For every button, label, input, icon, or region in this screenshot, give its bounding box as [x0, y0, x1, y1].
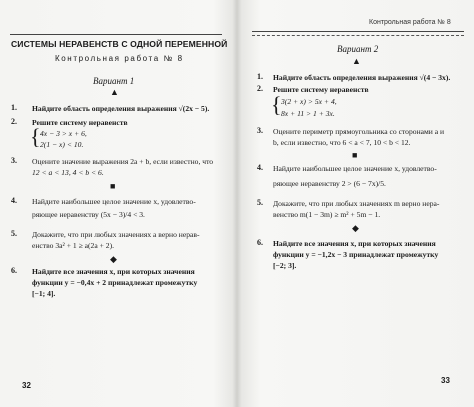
page-number: 32: [22, 381, 31, 390]
page-subtitle: Контрольная работа № 8: [55, 54, 184, 63]
system-brace: {: [271, 92, 282, 117]
task-6-number: 6.: [257, 238, 263, 247]
task-3-text: Оцените значение выражения 2a + b, если известно, что: [32, 157, 214, 166]
task-5-text: Докажите, что при любых значениях m верно нера-: [273, 199, 440, 208]
task-4-text-2: ряющее неравенству (5x − 3)/4 < 3.: [32, 210, 145, 219]
task-3-text-2: 12 < a < 13, 4 < b < 6.: [32, 168, 104, 177]
right-page: [237, 0, 474, 407]
variant-heading: Вариант 1: [93, 76, 135, 86]
task-4-text: Найдите наибольшее целое значение x, удовлетво-: [32, 197, 196, 206]
task-2-ineq-2: 2(1 − x) < 10.: [40, 140, 84, 149]
square-icon: ■: [352, 150, 358, 160]
triangle-icon: ▲: [110, 87, 119, 97]
task-6-number: 6.: [11, 266, 17, 275]
task-6-text-2: функции y = −0,4x + 2 принадлежат промежутку: [32, 278, 198, 287]
task-1-text: Найдите область определения выражения √(2x − 5).: [32, 104, 210, 113]
task-4-text: Найдите наибольшее целое значение x, удовлетво-: [273, 164, 437, 173]
task-2-number: 2.: [257, 84, 263, 93]
task-6-text-2: функции y = −1,2x − 3 принадлежат промежутку: [273, 250, 439, 259]
running-head: Контрольная работа № 8: [369, 19, 451, 26]
task-2-text: Решите систему неравенств: [273, 85, 369, 94]
top-rule: [10, 34, 222, 35]
task-5-number: 5.: [11, 229, 17, 238]
task-6-text-3: [−2; 3].: [273, 261, 297, 270]
task-5-number: 5.: [257, 198, 263, 207]
task-1-number: 1.: [257, 72, 263, 81]
task-1-number: 1.: [11, 103, 17, 112]
page-title: СИСТЕМЫ НЕРАВЕНСТВ С ОДНОЙ ПЕРЕМЕННОЙ: [11, 39, 228, 49]
task-5-text: Докажите, что при любых значениях a верно нерав-: [32, 230, 200, 239]
task-1-text: Найдите область определения выражения √(4 − 3x).: [273, 73, 451, 82]
task-3-number: 3.: [257, 126, 263, 135]
task-3-text-2: b, если известно, что 6 < a < 7, 10 < b < 12.: [273, 138, 411, 147]
task-2-ineq-1: 4x − 3 > x + 6,: [40, 129, 87, 138]
task-5-text-2: венство m(1 − 3m) ≥ m² + 5m − 1.: [273, 210, 381, 219]
triangle-icon: ▲: [352, 56, 361, 66]
square-icon: ■: [110, 181, 116, 191]
diamond-icon: ◆: [110, 254, 117, 264]
header-rule: [252, 31, 464, 32]
task-2-text: Решите систему неравенств: [32, 118, 128, 127]
diamond-icon: ◆: [352, 223, 359, 233]
task-6-text: Найдите все значения x, при которых значения: [32, 267, 195, 276]
task-4-number: 4.: [257, 163, 263, 172]
task-3-text: Оцените периметр прямоугольника со сторонами a и: [273, 127, 445, 136]
system-brace: {: [30, 124, 41, 149]
task-2-ineq-1: 3(2 + x) > 5x + 4,: [281, 97, 337, 106]
task-2-number: 2.: [11, 117, 17, 126]
variant-heading: Вариант 2: [337, 44, 379, 54]
task-3-number: 3.: [11, 156, 17, 165]
task-6-text: Найдите все значения x, при которых значения: [273, 239, 436, 248]
task-4-text-2: ряющее неравенству 2 > (6 − 7x)/5.: [273, 179, 386, 188]
task-6-text-3: [−1; 4].: [32, 289, 56, 298]
task-2-ineq-2: 8x + 11 > 1 + 3x.: [281, 109, 335, 118]
header-rule-dashed: [252, 35, 464, 36]
page-number: 33: [441, 376, 450, 385]
task-5-text-2: енство 3a² + 1 ≥ a(2a + 2).: [32, 241, 115, 250]
task-4-number: 4.: [11, 196, 17, 205]
